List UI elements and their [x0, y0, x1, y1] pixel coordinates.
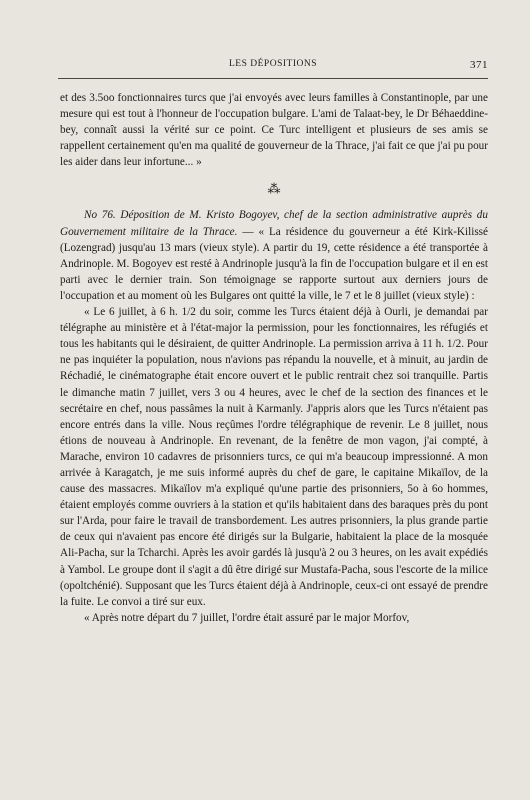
- running-title: LES DÉPOSITIONS: [229, 59, 317, 69]
- section-separator-asterism: ⁂: [267, 181, 281, 197]
- testimony-paragraph-next: « Après notre départ du 7 juillet, l'ordre était assuré par le major Morfov,: [84, 611, 410, 624]
- header-rule: [58, 78, 488, 79]
- deposition-paragraph: [60, 207, 488, 304]
- paragraph-continuation: et des 3.5oo fonctionnaires turcs que j'ai envoyés avec leurs familles à Constantinople, par une mesure qui est tout à l'honneur de l'occupation bulgare. L'ami de Talaat-bey, le Dr Béhaeddine-bey, connaît aussi la vérité sur ce point. Ce Turc intelligent et plusieurs de ses amis se rappellent certainement qu'en ma qualité de gouverneur de la Thrace, j'ai fait ce que j'ai pu pour les aider dans leur infortune... »: [60, 92, 488, 169]
- page-body: [60, 90, 488, 626]
- deposition-heading: No 76. Déposition de M. Kristo Bogoyev, chef de la section administrative auprès du Gouvernement militaire de la Thrace.: [60, 209, 488, 238]
- running-header: [58, 59, 488, 73]
- testimony-paragraph: « Le 6 juillet, à 6 h. 1/2 du soir, comme les Turcs étaient déjà à Ourli, je demandai par télégraphe au ministère et à l'état-major la permission, pour les fonctionnaires, les réfugiés et tous les habitants qui le désiraient, de quitter Andrinople. La permission arriva à 11 h. 1/2. Pour ne pas inquiéter la population, nous n'avions pas répandu la nouvelle, et à minuit, au jardin de Réchadié, le cinématographe était encore ouvert et le public rentrait chez soi tranquille. Partis le dimanche matin 7 juillet, vers 3 ou 4 heures, avec le chef de la section des finances et le secrétaire en chef, nous passâmes la nuit à Karmanly. J'appris alors que les Turcs n'étaient pas encore entrés dans la ville. Nous reçûmes l'ordre télégraphique de revenir. Le 8 juillet, nous étions de nouveau à Andrinople. En revenant, de la fenêtre de mon vagon, j'ai compté, à Marache, environ 10 cadavres de prisonniers turcs, ce qui m'a beaucoup impressionné. A mon arrivée à Karagatch, je me suis informé auprès du chef de gare, le capitaine Mikaïlov, de la cause des massacres. Mikaïlov m'a expliqué qu'une partie des prisonniers, 5o à 6o hommes, étaient employés comme ouvriers à la station et qu'ils habitaient dans des baraques près du pont sur l'Arda, pour faire le travail de transbordement. Les autres prisonniers, la plus grande partie de ceux qui n'avaient pas encore été dirigés sur la Bulgarie, habitaient la place de la mosquée Ali-Pacha, sur la Tcharchi. Après les avoir gardés là jusqu'à 2 ou 3 heures, on les avait expédiés à Yambol. Le groupe dont il s'agit a dû être dirigé sur Mustafa-Pacha, sous l'escorte de la milice (opoltchénié). Supposant que les Turcs étaient déjà à Andrinople, ceux-ci ont essayé de prendre la fuite. Le convoi a tiré sur eux.: [60, 306, 488, 608]
- deposition-intro: — « La résidence du gouverneur a été Kirk-Kilissé (Lozengrad) jusqu'au 13 mars (vieux style). A partir du 19, cette résidence a été transportée à Andrinople. M. Bogoyev est resté à Andrinople jusqu'à la fin de l'occupation bulgare et il en est parti avec le dernier train. Son témoignage se rapporte surtout aux derniers jours de l'occupation et au moment où les Bulgares ont quitté la ville, le 7 et le 8 juillet (vieux style) :: [60, 225, 488, 302]
- page-number: 371: [470, 59, 488, 71]
